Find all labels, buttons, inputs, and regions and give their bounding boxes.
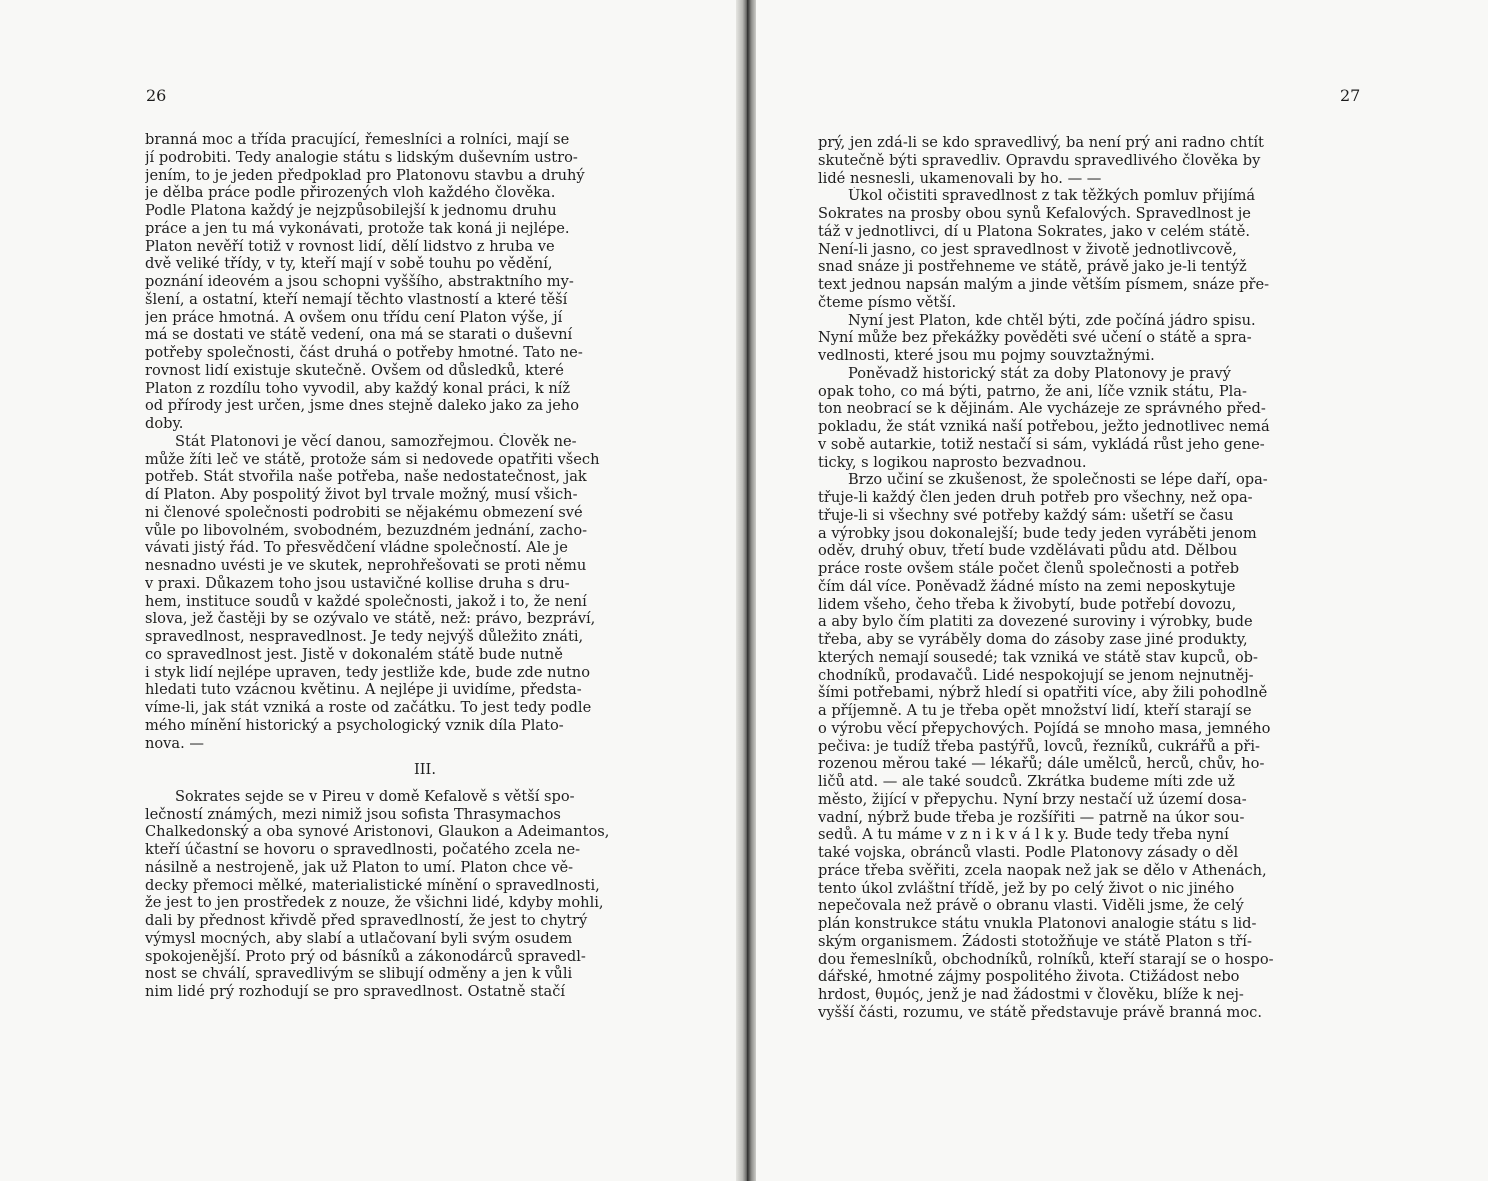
text-line: kteří účastní se hovoru o spravedlnosti, počatého zcela ne- [145,841,581,858]
text-line: Poněvadž historický stát za doby Platonovy je pravý [848,364,1231,382]
text-line: prý, jen zdá-li se kdo spravedlivý, ba není prý ani radno chtít [818,134,1264,151]
text-line: Brzo učiní se zkušenost, že společnosti se lépe daří, opa- [848,471,1268,489]
text-line: vadní, nýbrž bude třeba je rozšířiti — patrně na úkor sou- [818,808,1245,826]
text-line: může žíti leč ve státě, protože sám si nedovede opatřiti všech [145,450,600,468]
text-line: poznání ideovém a jsou schopni vyššího, abstraktního my- [145,273,574,290]
text-line: spravedlnost, nespravedlnost. Je tedy nejvýš důležito znáti, [145,628,584,645]
text-line: Platon nevěří totiž v rovnost lidí, dělí lidstvo z hruba ve [145,237,555,255]
text-line: slova, jež častěji by se ozývalo ve státě, než: právo, bezpráví, [145,610,596,628]
text-line: a příjemně. A tu je třeba opět množství lidí, kteří starají se [818,702,1252,719]
text-line: Nyní může bez překážky pověděti své učení o státě a spra- [818,329,1252,347]
text-line: jí podrobiti. Tedy analogie státu s lidským duševním ustro- [145,148,578,166]
text-line: branná moc a třída pracující, řemeslníci a rolníci, mají se [145,131,570,148]
text-line: lidem všeho, čeho třeba k živobytí, bude potřebí dovozu, [818,595,1237,613]
text-line: v praxi. Důkazem toho jsou ustavičné kollise druha s dru- [145,574,570,592]
text-line: Nyní jest Platon, kde chtěl býti, zde počíná jádro spisu. [848,311,1256,329]
text-line: lečností známých, mezi nimiž jsou sofista Thrasymachos [145,805,561,823]
text-line: třuje-li každý člen jeden druh potřeb pro všechny, než opa- [818,489,1253,506]
text-line: opak toho, co má býti, patrno, že ani, líče vznik státu, Pla- [818,382,1247,400]
text-line: doby. [145,415,184,432]
text-line: Chalkedonský a oba synové Aristonovi, Glaukon a Adeimantos, [145,823,610,841]
text-line: jen práce hmotná. A ovšem onu třídu cení Platon výše, jí [145,308,563,326]
text-line: výmysl mocných, aby slabí a utlačovaní byli svým osudem [145,929,573,947]
text-line: hledati tuto vzácnou květinu. A nejlépe ji uvidíme, předsta- [145,681,582,699]
text-line: ským organismem. Žádosti stotožňuje ve státě Platon s tří- [818,932,1252,950]
text-line: Sokrates na prosby obou synů Kefalových. Spravedlnost je [818,205,1251,222]
text-line: jením, to je jeden předpoklad pro Platonovu stavbu a druhý [145,166,585,184]
page-number: 27 [1340,86,1361,105]
text-line: dářské, hmotné zájmy pospolitého života. Ctižádost nebo [818,968,1240,986]
text-line: o výrobu věcí přepychových. Pojídá se mnoho masa, jemného [818,719,1271,737]
text-line: práce a jen tu má vykonávati, protože tak koná ji nejlépe. [145,219,570,237]
text-line: vávati jistý řád. To přesvědčení vládne společností. Ale je [145,539,568,557]
text-line: nost se chválí, spravedlivým se slibují odměny a jen k vůli [145,965,573,983]
text-line: potřeby společnosti, část druhá o potřeby hmotné. Tato ne- [145,344,583,361]
text-line: mého mínění historický a psychologický vznik díla Plato- [145,716,564,734]
text-line: kterých nemají sousedé; tak vzniká ve státě stav kupců, ob- [818,648,1258,666]
text-line: lidé nesnesli, ukamenovali by ho. — — [818,169,1102,187]
text-line: táž v jednotlivci, dí u Platona Sokrates, jako v celém státě. [818,222,1251,240]
text-line: Podle Platona každý je nejzpůsobilejší k jednomu druhu [145,202,557,219]
text-line: také vojska, obránců vlasti. Podle Platonovy zásady o děl [818,844,1239,861]
left-page-text [145,131,685,1001]
text-line: spokojenější. Proto prý od básníků a zákonodárců spravedl- [145,947,586,965]
text-line: Úkol očistiti spravedlnost z tak těžkých pomluv přijímá [848,187,1256,205]
text-line: chodníků, prodavačů. Lidé nespokojují se jenom nejnutněj- [818,666,1254,684]
text-line: dali by přednost křivdě před spravedlností, že jest to chytrý [145,912,588,929]
text-line: dí Platon. Aby pospolitý život byl trvale možný, musí všich- [145,486,578,503]
text-line: potřeb. Stát stvořila naše potřeba, naše nedostatečnost, jak [145,468,587,486]
text-line: šlení, a ostatní, kteří nemají těchto vlastností a které těší [145,290,568,308]
text-line: pečiva: je tudíž třeba pastýřů, lovců, řezníků, cukrářů a při- [818,737,1260,755]
text-line: násilně a nestrojeně, jak už Platon to umí. Platon chce vě- [145,858,574,876]
text-line: rovnost lidí existuje skutečně. Ovšem od důsledků, které [145,361,564,379]
text-line: nesnadno uvésti je ve skutek, neprohřešovati se proti němu [145,557,587,574]
text-line: že jest to jen prostředek z nouze, že všichni lidé, kdyby mohli, [145,894,604,912]
text-line: sedů. A tu máme v z n i k v á l k y. Bude tedy třeba nyní [818,826,1229,844]
text-line: čteme písmo větší. [818,293,957,311]
text-line: oděv, druhý obuv, třetí bude vzdělávati půdu atd. Dělbou [818,542,1238,560]
text-line: práce roste ovšem stále počet členů společnosti a potřeb [818,560,1240,577]
text-line: i styk lidí nejlépe upraven, tedy jestliže kde, bude zde nutno [145,663,590,681]
text-line: decky přemoci mělké, materialistické mínění o spravedlnosti, [145,876,600,894]
text-line: snad snáze ji postřehneme ve státě, právě jako je-li tentýž [818,258,1247,276]
text-line: dou řemeslníků, obchodníků, rolníků, kteří starají se o hospo- [818,950,1274,968]
text-line: Stát Platonovi je věcí danou, samozřejmou. Člověk ne- [175,432,577,450]
text-line: má se dostati ve státě vedení, ona má se starati o duševní [145,326,573,344]
text-line: víme-li, jak stát vzniká a roste od začátku. To jest tedy podle [145,699,592,716]
text-line: Platon z rozdílu toho vyvodil, aby každý konal práci, k níž [145,379,571,397]
text-line: ni členové společnosti podrobiti se nějakému obmezení své [145,503,583,521]
text-line: třeba, aby se vyráběly doma do zásoby zase jiné produkty, [818,631,1248,648]
section-heading: III. [414,761,436,779]
text-line: a výrobky jsou dokonalejší; bude tedy jeden vyráběti jenom [818,524,1257,542]
text-line: hem, instituce soudů v každé společnosti, jakož i to, že není [145,592,587,610]
text-line: Sokrates sejde se v Pireu v domě Kefalově s větší spo- [175,787,575,805]
text-line: ličů atd. — ale také soudců. Zkrátka budeme míti zde už [818,773,1235,790]
text-line: vedlnosti, které jsou mu pojmy souvztažnými. [818,347,1155,364]
text-line: nepečovala než právě o obranu vlasti. Viděli jsme, že celý [818,897,1244,915]
text-line: text jednou napsán malým a jinde větším písmem, snáze pře- [818,276,1270,293]
book-gutter [736,0,758,1181]
text-line: plán konstrukce státu vnukla Platonovi analogie státu s lid- [818,915,1257,932]
text-line: ticky, s logikou naprosto bezvadnou. [818,453,1087,471]
left-page [0,0,738,1181]
text-line: nova. — [145,734,205,752]
text-line: od přírody jest určen, jsme dnes stejně daleko jako za jeho [145,397,580,415]
text-line: a aby bylo čím platiti za dovezené suroviny i výrobky, bude [818,613,1253,631]
text-line: třuje-li si všechny své potřeby každý sám: ušetří se času [818,506,1234,524]
text-line: v sobě autarkie, totiž nestačí si sám, vykládá růst jeho gene- [818,435,1265,453]
text-line: práce třeba svěřiti, zcela naopak než jak se dělo v Athenách, [818,861,1267,879]
text-line: čím dál více. Poněvadž žádné místo na zemi neposkytuje [818,577,1236,595]
text-line: vůle po libovolném, svobodném, bezuzdném jednání, zacho- [145,521,588,539]
text-line: co spravedlnost jest. Jistě v dokonalém státě bude nutně [145,645,563,663]
text-line: ton neobrací se k dějinám. Ale vycházeje ze správného před- [818,400,1266,418]
text-line: Není-li jasno, co jest spravedlnost v životě jednotlivcově, [818,240,1237,258]
text-line: pokladu, že stát vzniká naší potřebou, ježto jednotlivec nemá [818,418,1270,435]
text-line: šími potřebami, nýbrž hledí si opatřiti více, aby žili pohodlně [818,684,1268,702]
right-page [756,0,1488,1181]
text-line: je dělba práce podle přirozených vloh každého člověka. [145,184,556,202]
text-line: vyšší části, rozumu, ve státě představuje právě branná moc. [818,1003,1262,1021]
text-line: tento úkol zvláštní třídě, jež by po celý život o nic jiného [818,879,1235,897]
text-line: skutečně býti spravedliv. Opravdu spravedlivého člověka by [818,151,1261,169]
text-line: rozenou měrou také — lékařů; dále umělců, herců, chův, ho- [818,755,1265,773]
text-line: hrdost, θυμός, jenž je nad žádostmi v člověku, blíže k nej- [818,986,1244,1003]
text-line: dvě veliké třídy, v ty, kteří mají v sobě touhu po vědění, [145,255,553,273]
text-line: nim lidé prý rozhodují se pro spravedlnost. Ostatně stačí [145,983,566,1000]
right-page-text [818,134,1394,1022]
text-line: město, žijící v přepychu. Nyní brzy nestačí už území dosa- [818,790,1247,808]
page-number: 26 [146,86,167,105]
